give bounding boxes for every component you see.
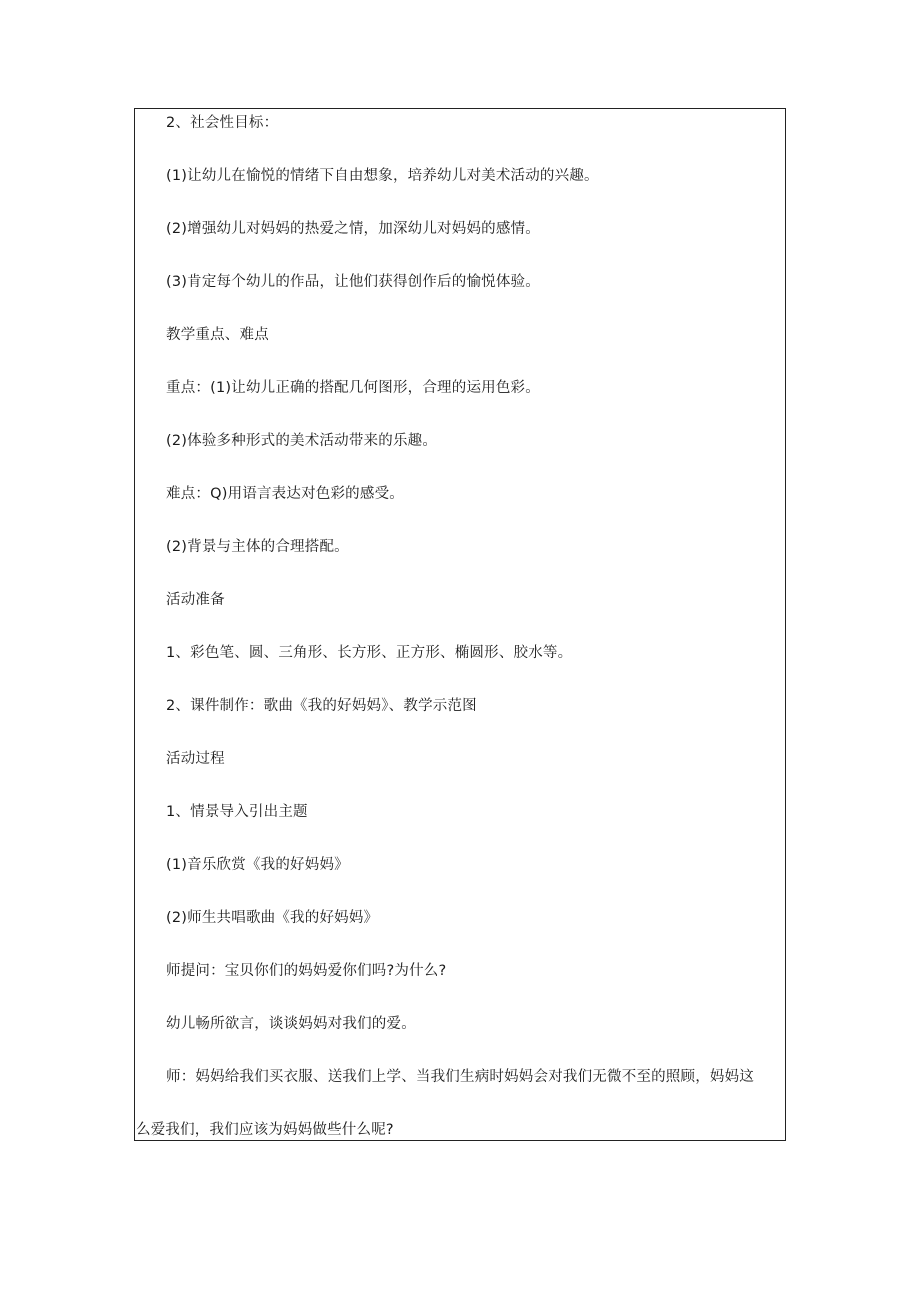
text-line: (2)背景与主体的合理搭配。 [166,539,349,555]
text-line: (1)音乐欣赏《我的好妈妈》 [166,857,349,873]
text-line: 重点：(1)让幼儿正确的搭配几何图形，合理的运用色彩。 [166,380,540,396]
text-line: 2、社会性目标： [166,115,279,131]
text-line: 么爱我们，我们应该为妈妈做些什么呢? [136,1122,394,1138]
text-line: 师提问：宝贝你们的妈妈爱你们吗?为什么? [166,963,447,979]
text-line: 幼儿畅所欲言，谈谈妈妈对我们的爱。 [166,1016,416,1032]
section-heading: 活动准备 [166,592,225,608]
section-heading: 活动过程 [166,751,225,767]
text-line: (2)增强幼儿对妈妈的热爱之情，加深幼儿对妈妈的感情。 [166,221,540,237]
text-line: 1、情景导入引出主题 [166,804,308,820]
section-heading: 教学重点、难点 [166,327,269,343]
text-line: (1)让幼儿在愉悦的情绪下自由想象，培养幼儿对美术活动的兴趣。 [166,168,599,184]
text-line: (2)体验多种形式的美术活动带来的乐趣。 [166,433,438,449]
text-line: 1、彩色笔、圆、三角形、长方形、正方形、椭圆形、胶水等。 [166,645,573,661]
content-frame [134,108,786,1141]
text-line: 2、课件制作：歌曲《我的好妈妈》、教学示范图 [166,698,477,714]
text-line: (3)肯定每个幼儿的作品，让他们获得创作后的愉悦体验。 [166,274,540,290]
text-line: 难点：Q)用语言表达对色彩的感受。 [166,486,404,502]
text-line: (2)师生共唱歌曲《我的好妈妈》 [166,910,379,926]
text-line: 师：妈妈给我们买衣服、送我们上学、当我们生病时妈妈会对我们无微不至的照顾，妈妈这 [166,1069,754,1085]
